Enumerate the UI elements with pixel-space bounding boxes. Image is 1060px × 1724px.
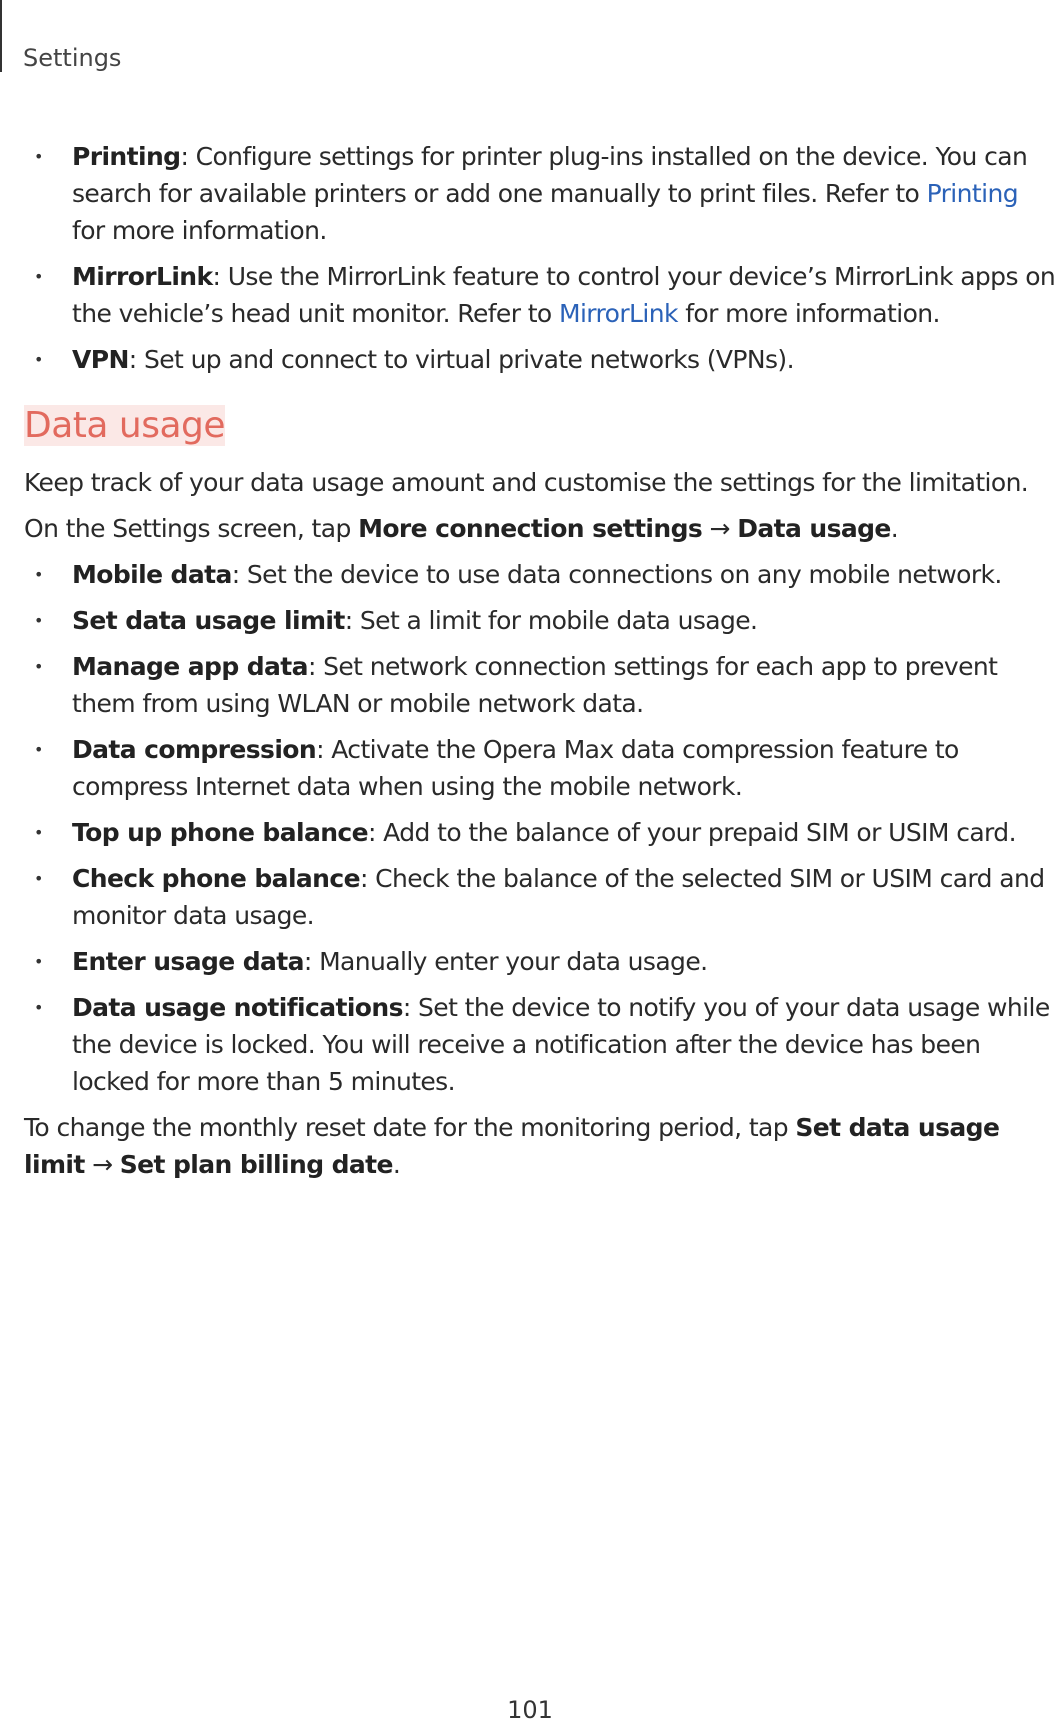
description: : Set the device to notify you of your data usage while the device is locked. You will receive a notification after the device has been locked for more than 5 minutes.: [72, 993, 1050, 1096]
description-end: for more information.: [72, 216, 327, 245]
bullet-manage-app-data: [24, 648, 1056, 722]
description: : Set a limit for mobile data usage.: [344, 606, 758, 635]
section-heading: [24, 404, 1056, 448]
term: MirrorLink: [72, 262, 213, 291]
bullet-set-data-usage-limit: [24, 602, 1056, 639]
term: Enter usage data: [72, 947, 304, 976]
closing-step-2: Set plan billing date: [119, 1150, 393, 1179]
bullet-printing: [24, 138, 1056, 249]
description-end: for more information.: [677, 299, 940, 328]
bullet-check-phone-balance: [24, 860, 1056, 934]
bullet-mobile-data: [24, 556, 1056, 593]
term: Mobile data: [72, 560, 232, 589]
nav-text: On the Settings screen, tap: [24, 514, 359, 543]
navigation-instruction: [24, 510, 1056, 547]
nav-end: .: [890, 514, 899, 543]
term: Data usage notifications: [72, 993, 403, 1022]
description: : Set network connection settings for each app to prevent them from using WLAN or mobile network data.: [72, 652, 998, 718]
description: : Use the MirrorLink feature to control your device’s MirrorLink apps on the vehicle’s head unit monitor. Refer to: [72, 262, 1056, 328]
closing-step-1: Set data usage limit: [24, 1113, 1000, 1179]
description: : Activate the Opera Max data compression feature to compress Internet data when using the mobile network.: [72, 735, 959, 801]
corner-rule: [0, 0, 2, 72]
term: Set data usage limit: [72, 606, 345, 635]
description: : Configure settings for printer plug-ins installed on the device. You can search for available printers or add one manually to print files. Refer to: [72, 142, 1028, 208]
bullet-data-compression: [24, 731, 1056, 805]
page-number: 101: [507, 1696, 553, 1724]
term: Check phone balance: [72, 864, 360, 893]
term: Manage app data: [72, 652, 308, 681]
running-header: Settings: [23, 44, 122, 72]
closing-arrow: →: [84, 1150, 120, 1179]
data-usage-options-list: [24, 556, 1056, 1100]
section-title: Data usage: [24, 405, 226, 446]
term: VPN: [72, 345, 129, 374]
description: : Set the device to use data connections on any mobile network.: [231, 560, 1002, 589]
bullet-data-usage-notifications: [24, 989, 1056, 1100]
bullet-top-up-phone-balance: [24, 814, 1056, 851]
nav-step-2: Data usage: [737, 514, 891, 543]
description: : Manually enter your data usage.: [303, 947, 708, 976]
closing-instruction: [24, 1109, 1056, 1183]
top-bullet-list: [24, 138, 1056, 378]
nav-arrow: →: [702, 514, 738, 543]
closing-end: .: [392, 1150, 401, 1179]
section-intro: Keep track of your data usage amount and customise the settings for the limitation.: [24, 468, 1029, 497]
description: : Check the balance of the selected SIM or USIM card and monitor data usage.: [72, 864, 1045, 930]
term: Top up phone balance: [72, 818, 369, 847]
description: : Add to the balance of your prepaid SIM or USIM card.: [368, 818, 1016, 847]
term: Data compression: [72, 735, 317, 764]
bullet-enter-usage-data: [24, 943, 1056, 980]
nav-step-1: More connection settings: [358, 514, 703, 543]
description: : Set up and connect to virtual private networks (VPNs).: [128, 345, 794, 374]
term: Printing: [72, 142, 181, 171]
bullet-vpn: [24, 341, 1056, 378]
bullet-mirrorlink: [24, 258, 1056, 332]
mirrorlink-link[interactable]: MirrorLink: [558, 299, 678, 328]
closing-text: To change the monthly reset date for the monitoring period, tap: [24, 1113, 796, 1142]
printing-link[interactable]: Printing: [926, 179, 1018, 208]
page-content: [24, 138, 1056, 1192]
